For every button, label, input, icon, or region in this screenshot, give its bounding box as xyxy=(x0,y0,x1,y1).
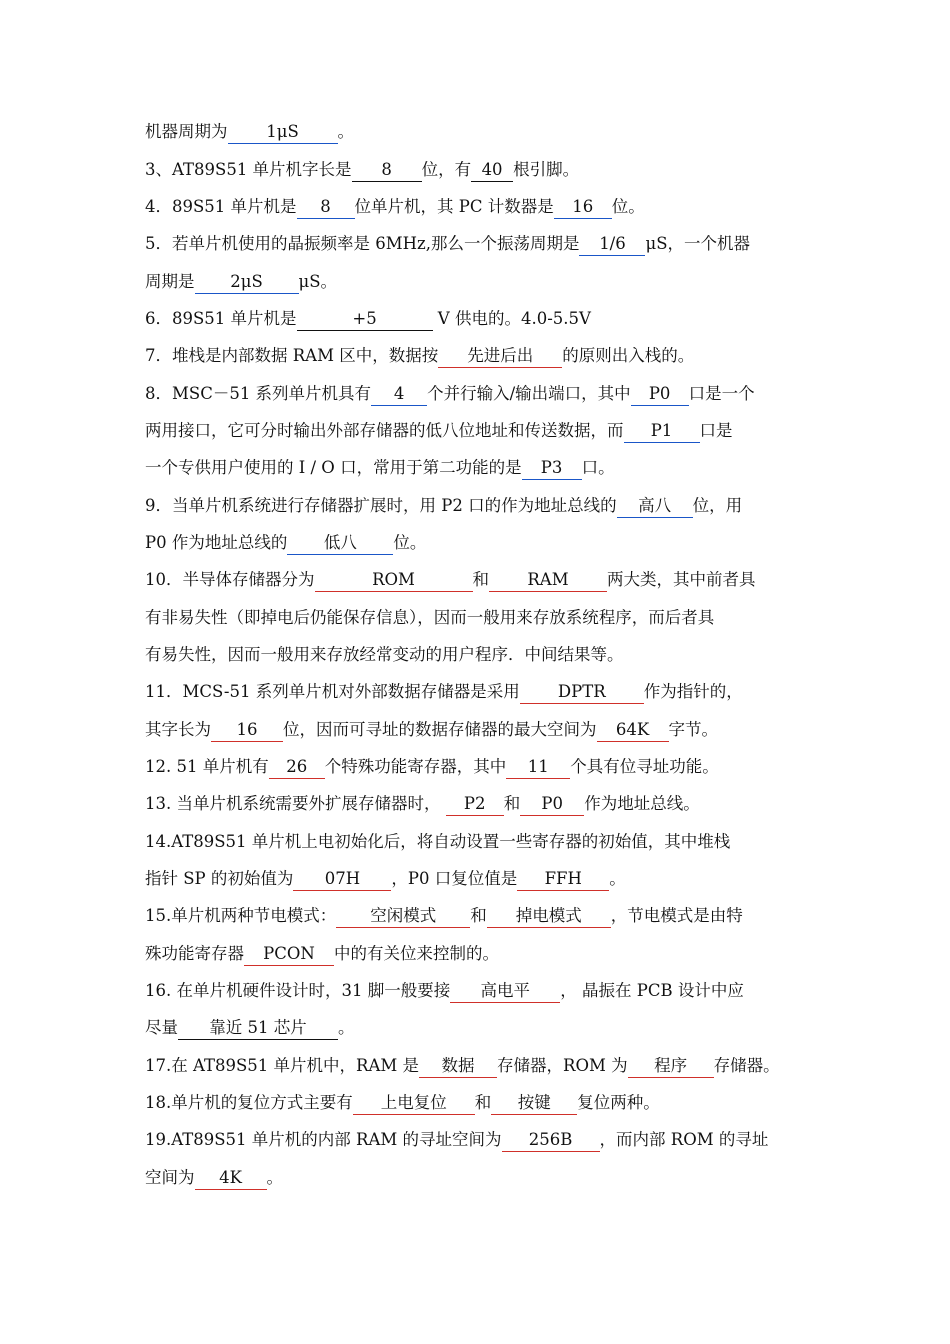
answer-blank: P1 xyxy=(624,420,700,443)
text-line xyxy=(145,977,812,1005)
line-text: 14.AT89S51 单片机上电初始化后，将自动设置一些寄存器的初始值，其中堆栈 xyxy=(145,832,731,851)
line-text: 有非易失性（即掉电后仍能保存信息），因而一般用来存放系统程序，而后者具 xyxy=(145,608,715,627)
answer-blank: 4K xyxy=(195,1167,267,1190)
answer-blank: P2 xyxy=(446,793,504,816)
line-text: 和 xyxy=(503,794,521,813)
line-text: 个具有位寻址功能。 xyxy=(570,757,719,776)
line-text: 作为指针的， xyxy=(643,682,743,701)
answer-blank: PCON xyxy=(244,943,334,966)
answer-blank: 26 xyxy=(269,756,325,779)
line-text: 和 xyxy=(474,1093,492,1112)
line-text: 和 xyxy=(470,906,487,925)
answer-blank: 1μS xyxy=(228,121,338,144)
text-line xyxy=(145,380,812,408)
line-text: 空间为 xyxy=(145,1168,195,1187)
answer-blank: 64K xyxy=(597,719,669,742)
line-text: 字节。 xyxy=(668,720,718,739)
text-line xyxy=(145,342,812,370)
line-text: 位。 xyxy=(611,197,645,216)
line-text: 口是一个 xyxy=(688,384,755,403)
answer-blank: 8 xyxy=(297,196,355,219)
text-line xyxy=(145,641,812,669)
line-text: 位单片机，其 PC 计数器是 xyxy=(354,197,554,216)
line-text: P0 作为地址总线的 xyxy=(145,533,288,552)
line-text: V 供电的。4.0-5.5V xyxy=(432,309,591,328)
line-text: 和 xyxy=(472,570,489,589)
line-text: 口是 xyxy=(699,421,733,440)
line-text: 6．89S51 单片机是 xyxy=(145,309,297,328)
line-text: 个并行输入/输出端口，其中 xyxy=(427,384,631,403)
text-line xyxy=(145,604,812,632)
line-text: 周期是 xyxy=(145,272,195,291)
answer-blank: 程序 xyxy=(628,1055,714,1078)
line-text: 作为地址总线。 xyxy=(584,794,700,813)
answer-blank: 高电平 xyxy=(450,980,560,1003)
answer-blank: 07H xyxy=(293,868,391,891)
text-line xyxy=(145,305,812,333)
line-text: 9．当单片机系统进行存储器扩展时，用 P2 口的作为地址总线的 xyxy=(145,496,617,515)
line-text: 有易失性，因而一般用来存放经常变动的用户程序．中间结果等。 xyxy=(145,645,624,664)
line-text: ，节电模式是由特 xyxy=(610,906,743,925)
answer-blank: 16 xyxy=(554,196,612,219)
line-text: μS。 xyxy=(298,272,338,291)
answer-blank: 2μS xyxy=(195,271,299,294)
line-text: 指针 SP 的初始值为 xyxy=(145,869,294,888)
line-text: ，P0 口复位值是 xyxy=(391,869,518,888)
text-line xyxy=(145,940,812,968)
line-text: 机器周期为 xyxy=(145,122,228,141)
line-text: 其字长为 xyxy=(145,720,211,739)
line-text: 复位两种。 xyxy=(577,1093,660,1112)
answer-blank: 8 xyxy=(352,159,422,182)
text-line xyxy=(145,1164,812,1192)
line-text: 一个专供用户使用的 I / O 口，常用于第二功能的是 xyxy=(145,458,522,477)
line-text: 位。 xyxy=(393,533,427,552)
text-line xyxy=(145,156,812,184)
text-line xyxy=(145,790,812,818)
line-text: 个特殊功能寄存器，其中 xyxy=(324,757,507,776)
line-text: 根引脚。 xyxy=(513,160,580,179)
text-line xyxy=(145,529,812,557)
text-line xyxy=(145,417,812,445)
line-text: 12. 51 单片机有 xyxy=(145,757,269,776)
text-line xyxy=(145,678,812,706)
line-text: 15.单片机两种节电模式： xyxy=(145,906,337,925)
answer-blank: 靠近 51 芯片 xyxy=(178,1017,338,1040)
line-text: 。 xyxy=(266,1168,283,1187)
text-line xyxy=(145,1126,812,1154)
line-text: μS，一个机器 xyxy=(645,234,750,253)
answer-blank: 40 xyxy=(471,159,513,182)
line-text: 19.AT89S51 单片机的内部 RAM 的寻址空间为 xyxy=(145,1130,502,1149)
line-text: 13. 当单片机系统需要外扩展存储器时， xyxy=(145,794,446,813)
answer-blank: 1/6 xyxy=(579,233,645,256)
text-line xyxy=(145,193,812,221)
line-text: 7．堆栈是内部数据 RAM 区中，数据按 xyxy=(145,346,439,365)
text-line xyxy=(145,753,812,781)
answer-blank: ROM xyxy=(315,569,473,592)
line-text: 3、AT89S51 单片机字长是 xyxy=(145,160,352,179)
answer-blank: P0 xyxy=(520,793,584,816)
line-text: 位，因而可寻址的数据存储器的最大空间为 xyxy=(283,720,597,739)
answer-blank: 掉电模式 xyxy=(487,905,611,928)
line-text: ， 晶振在 PCB 设计中应 xyxy=(560,981,744,1000)
line-text: 存储器。 xyxy=(713,1056,780,1075)
answer-blank: 16 xyxy=(211,719,283,742)
answer-blank: FFH xyxy=(517,868,609,891)
line-text: 的原则出入栈的。 xyxy=(562,346,695,365)
line-text: 位，有 xyxy=(421,160,472,179)
text-line xyxy=(145,1089,812,1117)
line-text: 存储器，ROM 为 xyxy=(497,1056,628,1075)
answer-blank: 11 xyxy=(506,756,570,779)
answer-blank: 低八 xyxy=(287,532,393,555)
text-line xyxy=(145,566,812,594)
answer-blank: P0 xyxy=(631,383,689,406)
line-text: 中的有关位来控制的。 xyxy=(334,944,499,963)
line-text: 两用接口，它可分时输出外部存储器的低八位地址和传送数据，而 xyxy=(145,421,624,440)
answer-blank: RAM xyxy=(489,569,607,592)
text-line xyxy=(145,454,812,482)
text-line xyxy=(145,1052,812,1080)
text-line xyxy=(145,865,812,893)
answer-blank: 上电复位 xyxy=(353,1092,475,1115)
text-line xyxy=(145,118,812,146)
line-text: 。 xyxy=(609,869,626,888)
line-text: 16. 在单片机硬件设计时，31 脚一般要接 xyxy=(145,981,451,1000)
answer-blank: 按键 xyxy=(491,1092,577,1115)
answer-blank: +5 xyxy=(297,308,433,331)
answer-blank: 高八 xyxy=(617,495,693,518)
line-text: 18.单片机的复位方式主要有 xyxy=(145,1093,353,1112)
line-text: 殊功能寄存器 xyxy=(145,944,244,963)
line-text: 尽量 xyxy=(145,1018,178,1037)
line-text: 两大类，其中前者具 xyxy=(607,570,756,589)
line-text: 。 xyxy=(338,1018,355,1037)
line-text: 17.在 AT89S51 单片机中，RAM 是 xyxy=(145,1056,420,1075)
line-text: 11．MCS-51 系列单片机对外部数据存储器是采用 xyxy=(145,682,520,701)
text-line xyxy=(145,1014,812,1042)
line-text: 。 xyxy=(337,122,354,141)
line-text: 位，用 xyxy=(692,496,743,515)
text-line xyxy=(145,492,812,520)
answer-blank: P3 xyxy=(522,457,582,480)
answer-blank: 256B xyxy=(502,1129,600,1152)
text-line xyxy=(145,230,812,258)
line-text: 10．半导体存储器分为 xyxy=(145,570,315,589)
line-text: 口。 xyxy=(581,458,615,477)
line-text: 8．MSC－51 系列单片机具有 xyxy=(145,384,372,403)
text-line xyxy=(145,828,812,856)
answer-blank: 数据 xyxy=(419,1055,497,1078)
text-line xyxy=(145,268,812,296)
text-line xyxy=(145,716,812,744)
answer-blank: 空闲模式 xyxy=(336,905,470,928)
answer-blank: 先进后出 xyxy=(438,345,562,368)
line-text: 4．89S51 单片机是 xyxy=(145,197,297,216)
line-text: ，而内部 ROM 的寻址 xyxy=(599,1130,769,1149)
answer-blank: DPTR xyxy=(520,681,644,704)
text-line xyxy=(145,902,812,930)
answer-blank: 4 xyxy=(371,383,427,406)
line-text: 5．若单片机使用的晶振频率是 6MHz,那么一个振荡周期是 xyxy=(145,234,580,253)
